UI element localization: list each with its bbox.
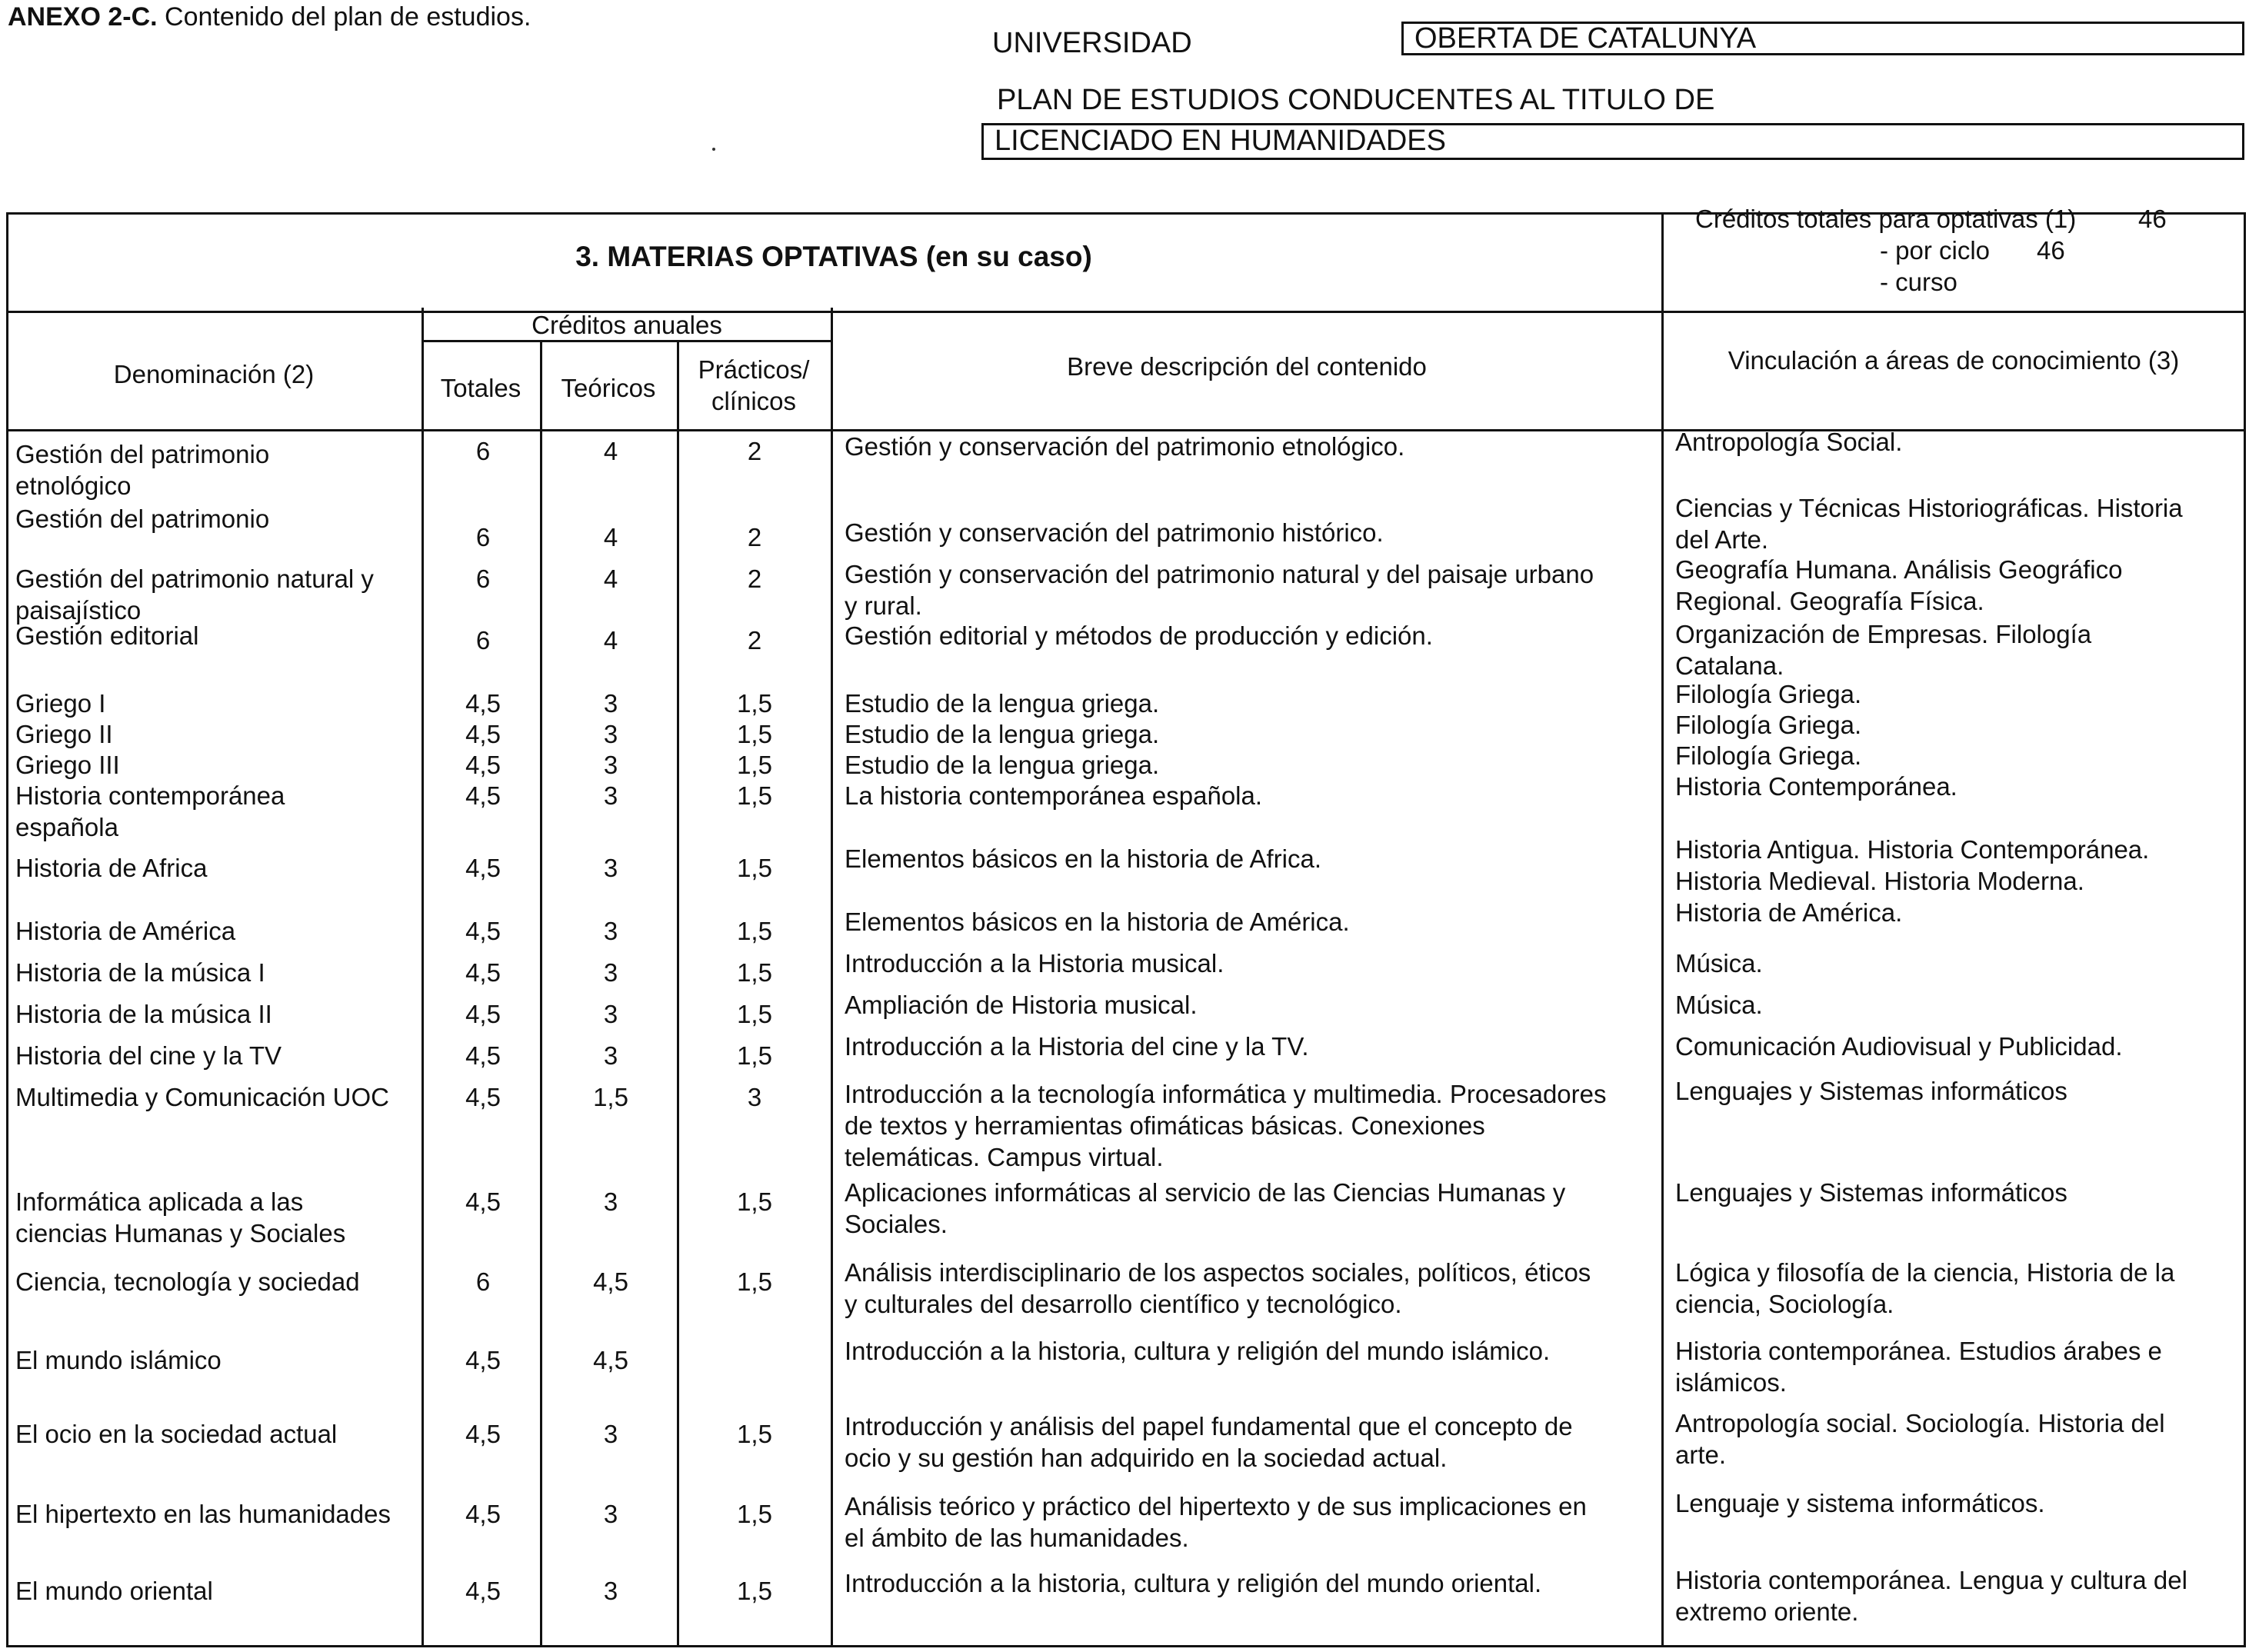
subject-name xyxy=(15,1040,415,1071)
knowledge-areas xyxy=(1675,1407,2238,1470)
subject-name xyxy=(15,852,415,884)
knowledge-areas-line: islámicos. xyxy=(1675,1368,1787,1397)
credits-theoretical: 4,5 xyxy=(593,1346,628,1374)
content-description xyxy=(845,948,1657,979)
header-practical-line2: clínicos xyxy=(711,387,797,415)
content-description-line: Introducción a la historia, cultura y religión del mundo oriental. xyxy=(845,1569,1542,1597)
knowledge-areas-line: Historia de América. xyxy=(1675,898,1903,927)
content-description-line: Gestión y conservación del patrimonio natural y del paisaje urbano xyxy=(845,560,1594,588)
content-description-line: Gestión y conservación del patrimonio etnológico. xyxy=(845,432,1405,461)
subject-name-line: Historia de la música I xyxy=(15,958,265,987)
annex-heading xyxy=(8,2,531,32)
content-description-line: y culturales del desarrollo científico y tecnológico. xyxy=(845,1290,1402,1318)
content-description xyxy=(845,1411,1657,1474)
subject-name-line: etnológico xyxy=(15,471,132,500)
knowledge-areas-line: extremo oriente. xyxy=(1675,1597,1859,1626)
subject-name-line: Ciencia, tecnología y sociedad xyxy=(15,1267,360,1296)
credits-practical: 2 xyxy=(747,523,762,551)
subject-name-line: Gestión del patrimonio xyxy=(15,505,270,533)
content-description xyxy=(845,517,1657,548)
credits-practical: 1,5 xyxy=(737,1577,772,1605)
header-practical-line1: Prácticos/ xyxy=(698,355,810,384)
subject-name xyxy=(15,915,415,947)
knowledge-areas xyxy=(1675,1487,2238,1519)
subject-name-line: El mundo islámico xyxy=(15,1346,222,1374)
knowledge-areas-line: Antropología Social. xyxy=(1675,428,1903,456)
rule-title-bottom xyxy=(6,311,2246,313)
credits-practical: 1,5 xyxy=(737,1041,772,1070)
content-description-line: Estudio de la lengua griega. xyxy=(845,751,1160,779)
rule-col-name xyxy=(421,308,424,1647)
credits-cycle-label: - por ciclo xyxy=(1880,236,1991,265)
credits-theoretical: 4,5 xyxy=(593,1267,628,1296)
subject-name xyxy=(15,998,415,1030)
knowledge-areas xyxy=(1675,1075,2238,1107)
credits-total: 6 xyxy=(475,626,491,654)
credits-theoretical: 3 xyxy=(603,917,618,945)
credits-practical: 1,5 xyxy=(737,917,772,945)
credits-total-label: Créditos totales para optativas (1) xyxy=(1695,205,2077,233)
content-description-line: Gestión y conservación del patrimonio histórico. xyxy=(845,518,1384,547)
subject-name xyxy=(15,503,415,535)
credits-practical: 1,5 xyxy=(737,1500,772,1528)
subject-name xyxy=(15,438,415,501)
subject-name xyxy=(15,688,415,719)
credits-practical: 2 xyxy=(747,437,762,465)
content-description xyxy=(845,1567,1657,1599)
subject-name-line: El hipertexto en las humanidades xyxy=(15,1500,391,1528)
credits-total: 4,5 xyxy=(465,1346,501,1374)
knowledge-areas-line: Lógica y filosofía de la ciencia, Historia de la xyxy=(1675,1258,2175,1287)
content-description-line: Introducción a la Historia del cine y la TV. xyxy=(845,1032,1309,1061)
subject-name-line: El mundo oriental xyxy=(15,1577,213,1605)
content-description xyxy=(845,1031,1657,1062)
knowledge-areas-line: Antropología social. Sociología. Historia del xyxy=(1675,1409,2165,1437)
subject-name xyxy=(15,1344,415,1376)
credits-practical: 1,5 xyxy=(737,689,772,718)
credits-theoretical: 4 xyxy=(603,626,618,654)
credits-practical: 2 xyxy=(747,565,762,593)
knowledge-areas-line: Comunicación Audiovisual y Publicidad. xyxy=(1675,1032,2123,1061)
content-description-line: Estudio de la lengua griega. xyxy=(845,720,1160,748)
content-description xyxy=(845,906,1657,938)
knowledge-areas-line: Catalana. xyxy=(1675,651,1784,680)
knowledge-areas xyxy=(1675,554,2238,617)
credits-total-value: 46 xyxy=(2138,205,2167,233)
credits-theoretical: 3 xyxy=(603,1041,618,1070)
credits-practical: 1,5 xyxy=(737,1267,772,1296)
subject-name xyxy=(15,1498,415,1530)
knowledge-areas xyxy=(1675,948,2238,979)
content-description-line: Introducción y análisis del papel fundamental que el concepto de xyxy=(845,1412,1573,1441)
subject-name xyxy=(15,780,415,843)
knowledge-areas-line: Música. xyxy=(1675,991,1763,1019)
credits-total: 4,5 xyxy=(465,958,501,987)
university-label: UNIVERSIDAD xyxy=(992,27,1192,59)
subject-name-line: Griego III xyxy=(15,751,120,779)
knowledge-areas xyxy=(1675,740,2238,771)
content-description-line: Análisis interdisciplinario de los aspectos sociales, políticos, éticos xyxy=(845,1258,1591,1287)
content-description xyxy=(845,688,1657,719)
subject-name xyxy=(15,749,415,781)
knowledge-areas xyxy=(1675,1177,2238,1208)
knowledge-areas-line: Geografía Humana. Análisis Geográfico xyxy=(1675,555,2123,584)
knowledge-areas-line: arte. xyxy=(1675,1441,1727,1469)
knowledge-areas xyxy=(1675,1564,2238,1627)
header-practical xyxy=(677,354,831,417)
credits-theoretical: 3 xyxy=(603,781,618,810)
header-areas: Vinculación a áreas de conocimiento (3) xyxy=(1728,346,2180,375)
credits-cycle-value: 46 xyxy=(2037,236,2065,265)
content-description xyxy=(845,1078,1657,1173)
credits-theoretical: 4 xyxy=(603,523,618,551)
knowledge-areas-line: Filología Griega. xyxy=(1675,680,1862,708)
subject-name xyxy=(15,563,415,626)
knowledge-areas-line: Ciencias y Técnicas Historiográficas. Historia xyxy=(1675,494,2183,522)
credits-total: 4,5 xyxy=(465,1187,501,1216)
credits-theoretical: 3 xyxy=(603,751,618,779)
subject-name xyxy=(15,1575,415,1607)
subject-name-line: española xyxy=(15,813,118,841)
section-title: 3. MATERIAS OPTATIVAS (en su caso) xyxy=(575,241,1092,272)
subject-name-line: paisajístico xyxy=(15,596,142,624)
knowledge-areas xyxy=(1675,426,2238,458)
credits-theoretical: 3 xyxy=(603,1577,618,1605)
header-annual-credits: Créditos anuales xyxy=(531,311,722,339)
knowledge-areas xyxy=(1675,989,2238,1021)
content-description-line: Estudio de la lengua griega. xyxy=(845,689,1160,718)
knowledge-areas xyxy=(1675,492,2238,555)
credits-total: 4,5 xyxy=(465,689,501,718)
credits-practical: 1,5 xyxy=(737,1187,772,1216)
content-description xyxy=(845,1335,1657,1367)
speck-mark xyxy=(712,148,715,151)
subject-name-line: Historia de la música II xyxy=(15,1000,272,1028)
subject-name xyxy=(15,1266,415,1297)
credits-total: 4,5 xyxy=(465,1041,501,1070)
content-description-line: Elementos básicos en la historia de América. xyxy=(845,908,1350,936)
content-description xyxy=(845,558,1657,621)
knowledge-areas-line: Filología Griega. xyxy=(1675,741,1862,770)
knowledge-areas xyxy=(1675,834,2238,897)
knowledge-areas-line: Regional. Geografía Física. xyxy=(1675,587,1984,615)
knowledge-areas-line: del Arte. xyxy=(1675,525,1769,554)
credits-theoretical: 3 xyxy=(603,958,618,987)
knowledge-areas xyxy=(1675,1031,2238,1062)
content-description-line: el ámbito de las humanidades. xyxy=(845,1524,1189,1552)
credits-practical: 1,5 xyxy=(737,1420,772,1448)
subject-name-line: Griego II xyxy=(15,720,113,748)
credits-practical: 3 xyxy=(747,1083,762,1111)
knowledge-areas xyxy=(1675,1257,2238,1320)
knowledge-areas-line: Historia Antigua. Historia Contemporánea. xyxy=(1675,835,2150,864)
credits-practical: 1,5 xyxy=(737,720,772,748)
header-description: Breve descripción del contenido xyxy=(1067,352,1427,381)
content-description-line: de textos y herramientas ofimáticas básicas. Conexiones xyxy=(845,1111,1485,1140)
subject-name-line: Griego I xyxy=(15,689,106,718)
credits-theoretical: 3 xyxy=(603,1187,618,1216)
content-description-line: Aplicaciones informáticas al servicio de las Ciencias Humanas y xyxy=(845,1178,1566,1207)
credits-total: 4,5 xyxy=(465,1083,501,1111)
content-description xyxy=(845,431,1657,462)
credits-practical: 1,5 xyxy=(737,781,772,810)
subject-name xyxy=(15,620,415,651)
knowledge-areas-line: ciencia, Sociología. xyxy=(1675,1290,1894,1318)
content-description-line: Ampliación de Historia musical. xyxy=(845,991,1198,1019)
knowledge-areas-line: Lenguaje y sistema informáticos. xyxy=(1675,1489,2045,1517)
credits-theoretical: 4 xyxy=(603,565,618,593)
subject-name-line: Multimedia y Comunicación UOC xyxy=(15,1083,389,1111)
knowledge-areas xyxy=(1675,771,2238,802)
content-description-line: La historia contemporánea española. xyxy=(845,781,1263,810)
content-description-line: Introducción a la tecnología informática y multimedia. Procesadores xyxy=(845,1080,1607,1108)
credits-theoretical: 3 xyxy=(603,854,618,882)
header-totals: Totales xyxy=(440,374,521,402)
subject-name xyxy=(15,1081,415,1113)
subject-name xyxy=(15,957,415,988)
credits-total: 6 xyxy=(475,1267,491,1296)
content-description-line: Introducción a la historia, cultura y religión del mundo islámico. xyxy=(845,1337,1551,1365)
knowledge-areas-line: Lenguajes y Sistemas informáticos xyxy=(1675,1077,2067,1105)
credits-theoretical: 3 xyxy=(603,689,618,718)
credits-total: 4,5 xyxy=(465,1420,501,1448)
content-description xyxy=(845,989,1657,1021)
content-description xyxy=(845,718,1657,750)
subject-name-line: Gestión editorial xyxy=(15,621,199,650)
content-description-line: Análisis teórico y práctico del hipertexto y de sus implicaciones en xyxy=(845,1492,1587,1520)
subject-name-line: Historia de Africa xyxy=(15,854,208,882)
subject-name xyxy=(15,1186,415,1249)
content-description-line: Elementos básicos en la historia de Africa. xyxy=(845,844,1321,873)
credits-total: 4,5 xyxy=(465,720,501,748)
content-description xyxy=(845,1177,1657,1240)
knowledge-areas-line: Música. xyxy=(1675,949,1763,978)
knowledge-areas-line: Historia Medieval. Historia Moderna. xyxy=(1675,867,2084,895)
credits-practical: 1,5 xyxy=(737,958,772,987)
credits-total: 4,5 xyxy=(465,1577,501,1605)
credits-summary xyxy=(1695,203,2167,298)
credits-theoretical: 3 xyxy=(603,1420,618,1448)
credits-total: 6 xyxy=(475,523,491,551)
content-description xyxy=(845,843,1657,874)
subject-name-line: Historia del cine y la TV xyxy=(15,1041,282,1070)
credits-practical: 1,5 xyxy=(737,1000,772,1028)
header-name: Denominación (2) xyxy=(113,360,315,388)
content-description xyxy=(845,749,1657,781)
knowledge-areas xyxy=(1675,709,2238,741)
knowledge-areas xyxy=(1675,618,2238,681)
content-description-line: Sociales. xyxy=(845,1210,948,1238)
credits-total: 4,5 xyxy=(465,751,501,779)
credits-total: 6 xyxy=(475,565,491,593)
rule-col-description xyxy=(1661,212,1664,1647)
knowledge-areas-line: Historia contemporánea. Estudios árabes e xyxy=(1675,1337,2162,1365)
knowledge-areas xyxy=(1675,897,2238,928)
knowledge-areas-line: Lenguajes y Sistemas informáticos xyxy=(1675,1178,2067,1207)
knowledge-areas-line: Historia Contemporánea. xyxy=(1675,772,1957,801)
subject-name-line: Historia contemporánea xyxy=(15,781,285,810)
credits-total: 4,5 xyxy=(465,917,501,945)
content-description-line: Gestión editorial y métodos de producción y edición. xyxy=(845,621,1433,650)
annex-label: ANEXO 2-C. xyxy=(8,2,158,32)
content-description xyxy=(845,1257,1657,1320)
credits-total: 4,5 xyxy=(465,1500,501,1528)
degree-title-value: LICENCIADO EN HUMANIDADES xyxy=(981,123,2244,160)
annex-text: Contenido del plan de estudios. xyxy=(165,2,531,32)
plan-label: PLAN DE ESTUDIOS CONDUCENTES AL TITULO DE xyxy=(997,84,1715,116)
subject-name xyxy=(15,718,415,750)
knowledge-areas-line: Organización de Empresas. Filología xyxy=(1675,620,2092,648)
subject-name-line: Historia de América xyxy=(15,917,236,945)
credits-total: 4,5 xyxy=(465,1000,501,1028)
credits-practical: 1,5 xyxy=(737,751,772,779)
content-description xyxy=(845,620,1657,651)
credits-theoretical: 3 xyxy=(603,1000,618,1028)
subject-name-line: El ocio en la sociedad actual xyxy=(15,1420,338,1448)
university-value: OBERTA DE CATALUNYA xyxy=(1401,22,2244,55)
content-description-line: Introducción a la Historia musical. xyxy=(845,949,1224,978)
header-theoretical: Teóricos xyxy=(561,374,656,402)
credits-theoretical: 3 xyxy=(603,720,618,748)
rule-col-practical xyxy=(831,308,833,1647)
credits-course-label: - curso xyxy=(1880,268,1957,296)
subject-name-line: Gestión del patrimonio natural y xyxy=(15,565,374,593)
knowledge-areas-line: Filología Griega. xyxy=(1675,711,1862,739)
content-description-line: ocio y su gestión han adquirido en la sociedad actual. xyxy=(845,1444,1448,1472)
content-description xyxy=(845,780,1657,811)
subject-name xyxy=(15,1418,415,1450)
credits-practical: 2 xyxy=(747,626,762,654)
credits-total: 6 xyxy=(475,437,491,465)
subject-name-line: Gestión del patrimonio xyxy=(15,440,270,468)
subject-name-line: Informática aplicada a las xyxy=(15,1187,304,1216)
credits-theoretical: 4 xyxy=(603,437,618,465)
credits-total: 4,5 xyxy=(465,781,501,810)
knowledge-areas xyxy=(1675,1335,2238,1398)
content-description-line: telemáticas. Campus virtual. xyxy=(845,1143,1164,1171)
credits-practical: 1,5 xyxy=(737,854,772,882)
knowledge-areas xyxy=(1675,678,2238,710)
credits-total: 4,5 xyxy=(465,854,501,882)
credits-theoretical: 3 xyxy=(603,1500,618,1528)
subject-name-line: ciencias Humanas y Sociales xyxy=(15,1219,346,1247)
content-description xyxy=(845,1490,1657,1554)
credits-theoretical: 1,5 xyxy=(593,1083,628,1111)
content-description-line: y rural. xyxy=(845,591,922,620)
knowledge-areas-line: Historia contemporánea. Lengua y cultura del xyxy=(1675,1566,2187,1594)
